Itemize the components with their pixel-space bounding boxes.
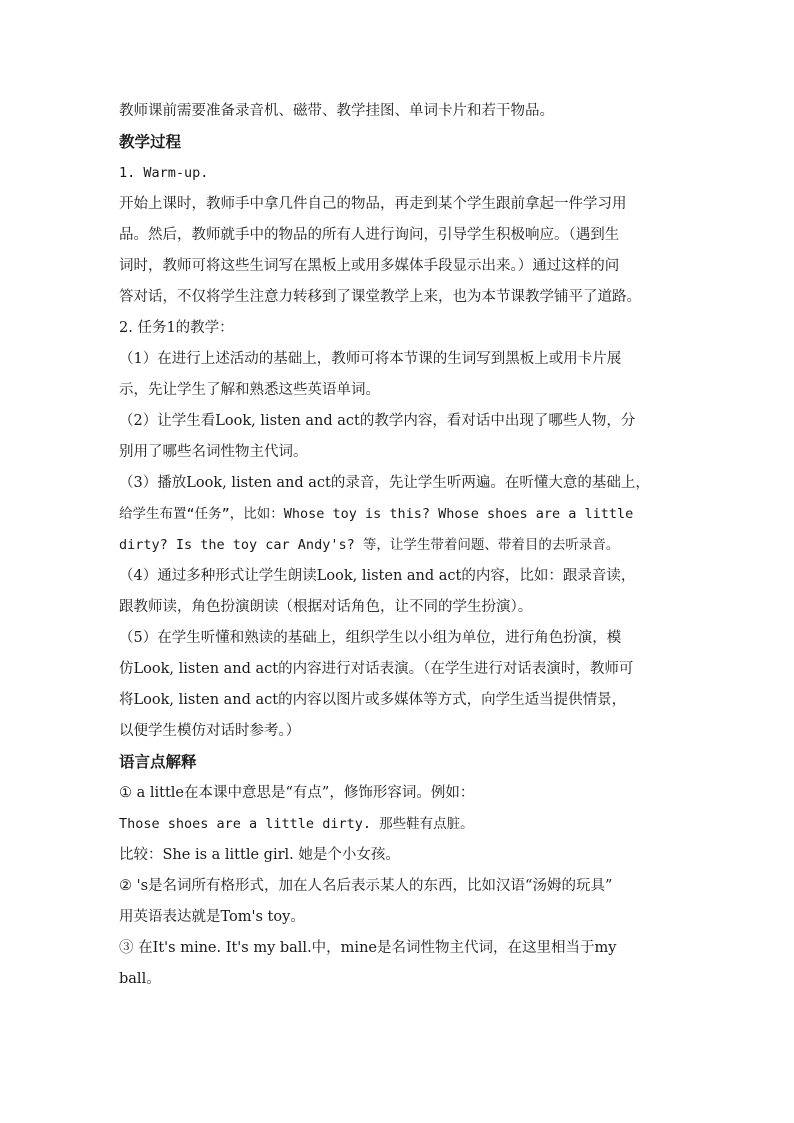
step1-line: 答对话，不仅将学生注意力转移到了课堂教学上来，也为本节课教学铺平了道路。: [119, 289, 641, 305]
step1-line: 开始上课时，教师手中拿几件自己的物品，再走到某个学生跟前拿起一件学习用: [119, 196, 627, 212]
step2-item-line: （2）让学生看Look, listen and act的教学内容，看对话中出现了哪些人物，分: [119, 413, 636, 429]
language-point-line: ② 's是名词所有格形式，加在人名后表示某人的东西，比如汉语“汤姆的玩具”: [119, 878, 613, 894]
language-points: [119, 778, 679, 995]
step1-line: 词时，教师可将这些生词写在黑板上或用多媒体手段显示出来。）通过这样的问: [119, 258, 620, 274]
step2-item-line: 示，先让学生了解和熟悉这些英语单词。: [119, 382, 380, 398]
step2-item-line: 仿Look, listen and act的内容进行对话表演。（在学生进行对话表演时，教师可: [119, 661, 634, 677]
step2-item-line: （5）在学生听懂和熟读的基础上，组织学生以小组为单位，进行角色扮演，模: [119, 630, 622, 646]
step2-item-line: 将Look, listen and act的内容以图片或多媒体等方式，向学生适当提供情景，: [119, 692, 627, 708]
language-point-line: ③ 在It's mine. It's my ball.中，mine是名词性物主代词，在这里相当于my: [119, 940, 617, 956]
step2-title: 2. 任务1的教学：: [119, 320, 234, 336]
step2-item-4: [119, 561, 679, 623]
step2-item-line: （3）播放Look, listen and act的录音，先让学生听两遍。在听懂大意的基础上，: [119, 475, 650, 491]
step1-paragraph: [119, 189, 679, 313]
language-point-line: 用英语表达就是Tom's toy。: [119, 909, 305, 925]
step1-title: 1. Warm-up.: [119, 165, 209, 181]
document-body: [119, 96, 679, 995]
step2-item-line: 给学生布置“任务”，比如：Whose toy is this? Whose shoes are a little: [119, 506, 634, 522]
heading-teaching-process: 教学过程: [119, 133, 182, 151]
language-point-line: 比较：She is a little girl. 她是个小女孩。: [119, 847, 400, 863]
step2-item-line: dirty? Is the toy car Andy's? 等，让学生带着问题、带着目的去听录音。: [119, 537, 620, 553]
step2-item-line: 以便学生模仿对话时参考。）: [119, 723, 301, 739]
language-point-line: ball。: [119, 971, 161, 987]
step2-item-line: 跟教师读，角色扮演朗读（根据对话角色，让不同的学生扮演）。: [119, 599, 533, 615]
prep-paragraph: 教师课前需要准备录音机、磁带、教学挂图、单词卡片和若干物品。: [119, 103, 554, 119]
step2-item-5: [119, 623, 679, 747]
step2-item-line: （1）在进行上述活动的基础上，教师可将本节课的生词写到黑板上或用卡片展: [119, 351, 622, 367]
language-point-line: ① a little在本课中意思是“有点”，修饰形容词。例如：: [119, 785, 475, 801]
step2-item-line: （4）通过多种形式让学生朗读Look, listen and act的内容，比如：跟录音读，: [119, 568, 636, 584]
step2-item-3: [119, 468, 679, 561]
heading-language-points: 语言点解释: [119, 753, 197, 771]
step1-line: 品。然后，教师就手中的物品的所有人进行询问，引导学生积极响应。（遇到生: [119, 227, 620, 243]
step2-item-line: 别用了哪些名词性物主代词。: [119, 444, 308, 460]
step2-item-1: [119, 344, 679, 406]
step2-item-2: [119, 406, 679, 468]
language-point-line: Those shoes are a little dirty. 那些鞋有点脏。: [119, 816, 474, 832]
